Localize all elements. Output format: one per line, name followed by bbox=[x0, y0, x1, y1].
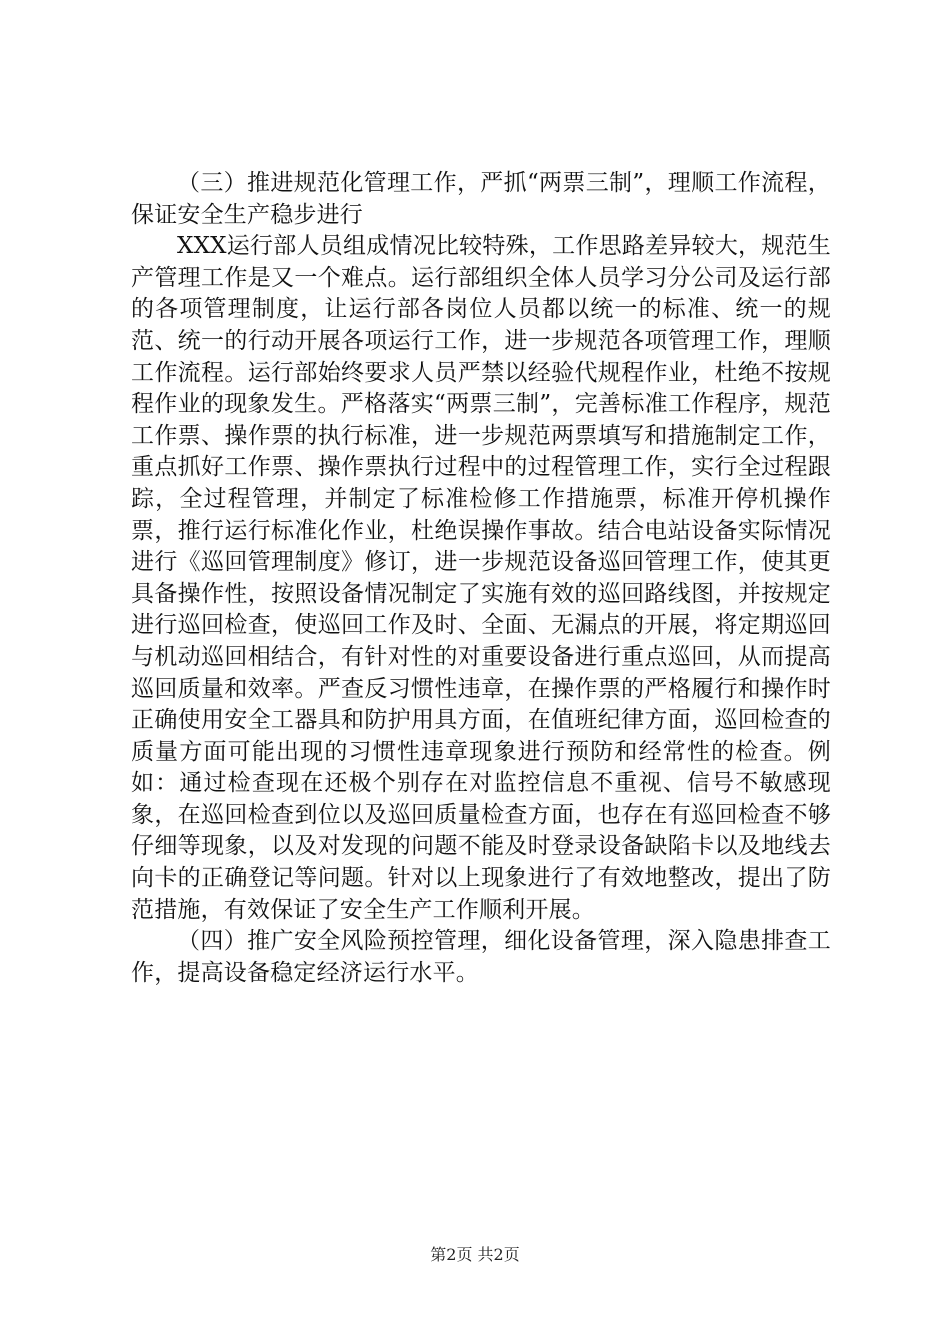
body-paragraph: XXX运行部人员组成情况比较特殊，工作思路差异较大，规范生产管理工作是又一个难点。运行部组织全体人员学习分公司及运行部的各项管理制度，让运行部各岗位人员都以统一的标准、统一的规范、统一的行动开展各项运行工作，进一步规范各项管理工作，理顺工作流程。运行部始终要求人员严禁以经验代规程作业，杜绝不按规程作业的现象发生。严格落实“两票三制”，完善标准工作程序，规范工作票、操作票的执行标准，进一步规范两票填写和措施制定工作，重点抓好工作票、操作票执行过程中的过程管理工作，实行全过程跟踪，全过程管理，并制定了标准检修工作措施票，标准开停机操作票，推行运行标准化作业，杜绝误操作事故。结合电站设备实际情况进行《巡回管理制度》修订，进一步规范设备巡回管理工作，使其更具备操作性，按照设备情况制定了实施有效的巡回路线图，并按规定进行巡回检查，使巡回工作及时、全面、无漏点的开展，将定期巡回与机动巡回相结合，有针对性的对重要设备进行重点巡回，从而提高巡回质量和效率。严查反习惯性违章，在操作票的严格履行和操作时正确使用安全工器具和防护用具方面，在值班纪律方面，巡回检查的质量方面可能出现的习惯性违章现象进行预防和经常性的检查。例如：通过检查现在还极个别存在对监控信息不重视、信号不敏感现象，在巡回检查到位以及巡回质量检查方面，也存在有巡回检查不够仔细等现象，以及对发现的问题不能及时登录设备缺陷卡以及地线去向卡的正确登记等问题。针对以上现象进行了有效地整改，提出了防范措施，有效保证了安全生产工作顺利开展。 bbox=[131, 233, 831, 923]
section-heading-3: （三）推进规范化管理工作，严抓“两票三制”，理顺工作流程，保证安全生产稳步进行 bbox=[131, 170, 831, 228]
page-number-footer: 第2页 共2页 bbox=[430, 1245, 520, 1264]
section-heading-4: （四）推广安全风险预控管理，细化设备管理，深入隐患排查工作，提高设备稳定经济运行水平。 bbox=[131, 928, 831, 986]
document-body bbox=[131, 168, 831, 989]
